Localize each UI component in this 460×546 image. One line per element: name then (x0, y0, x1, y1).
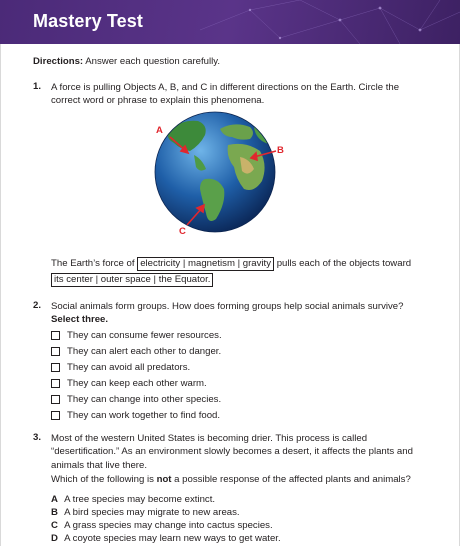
q1-number: 1. (33, 81, 42, 92)
q3-prompt (51, 432, 423, 472)
q3-question-post: a possible response of the affected plants and animals? (171, 474, 411, 485)
q2-number: 2. (33, 300, 42, 311)
q1-line2: correct word or phrase to explain this phenomena. (51, 95, 265, 107)
q2-option-label: They can change into other species. (67, 394, 222, 405)
q2-option-label: They can keep each other warm. (67, 378, 207, 389)
q1-sentence-pre: The Earth’s force of (51, 258, 135, 269)
q3-answer-d[interactable] (51, 533, 281, 544)
directions-label: Directions: (33, 56, 84, 67)
q1-sentence-line1 (51, 257, 411, 271)
answer-text: A tree species may become extinct. (64, 494, 216, 505)
q2-line1: Social animals form groups. How does forming groups help social animals survive? (51, 301, 404, 312)
label-b: B (277, 145, 284, 156)
checkbox[interactable] (51, 379, 60, 388)
answer-letter: A (51, 494, 58, 505)
answer-letter: B (51, 507, 58, 518)
q2-option-1[interactable] (51, 330, 222, 341)
q3-line3: animals that live there. (51, 459, 147, 471)
label-c: C (179, 226, 186, 237)
q3-line2: “desertification.” As an environment slowly becomes a desert, it affects the plants and (51, 446, 413, 458)
answer-letter: C (51, 520, 58, 531)
answer-letter: D (51, 533, 58, 544)
checkbox[interactable] (51, 363, 60, 372)
globe-image (150, 107, 280, 237)
q1-sentence-line2 (51, 273, 213, 287)
page-title: Mastery Test (33, 11, 143, 31)
q3-question-pre: Which of the following is (51, 474, 157, 485)
q2-option-label: They can work together to find food. (67, 410, 221, 421)
q2-option-label: They can alert each other to danger. (67, 346, 222, 357)
q1-sentence-mid: pulls each of the objects toward (276, 258, 412, 269)
checkbox[interactable] (51, 411, 60, 420)
q2-option-6[interactable] (51, 410, 220, 421)
label-a: A (156, 125, 163, 136)
q2-option-4[interactable] (51, 378, 207, 389)
q3-question (51, 474, 411, 485)
q2-option-2[interactable] (51, 346, 221, 357)
header-banner (0, 0, 460, 44)
q3-answer-a[interactable] (51, 494, 215, 505)
q3-question-not: not (156, 474, 172, 485)
q1-line1: A force is pulling Objects A, B, and C in different directions on the Earth. Circle the (51, 82, 400, 93)
answer-text: A bird species may migrate to new areas. (64, 507, 240, 518)
q3-answer-b[interactable] (51, 507, 240, 518)
q2-prompt (51, 300, 423, 327)
q2-option-5[interactable] (51, 394, 221, 405)
q3-answer-c[interactable] (51, 520, 273, 531)
directions-text: Answer each question carefully. (83, 56, 220, 67)
checkbox[interactable] (51, 395, 60, 404)
q2-option-label: They can avoid all predators. (67, 362, 191, 373)
checkbox[interactable] (51, 347, 60, 356)
q2-option-label: They can consume fewer resources. (67, 330, 222, 341)
q1-choice-direction[interactable]: its center | outer space | the Equator. (51, 273, 213, 287)
q2-select-three: Select three. (51, 314, 109, 326)
q1-choice-force[interactable]: electricity | magnetism | gravity (137, 257, 274, 271)
q3-number: 3. (33, 432, 42, 443)
frame-left-border (0, 44, 1, 546)
q1-prompt (51, 81, 423, 108)
answer-text: A coyote species may learn new ways to get water. (64, 533, 281, 544)
answer-text: A grass species may change into cactus species. (64, 520, 273, 531)
directions (33, 56, 220, 67)
earth-globe-icon (150, 107, 280, 237)
q2-option-3[interactable] (51, 362, 190, 373)
q3-line1: Most of the western United States is becoming drier. This process is called (51, 433, 368, 444)
checkbox[interactable] (51, 331, 60, 340)
